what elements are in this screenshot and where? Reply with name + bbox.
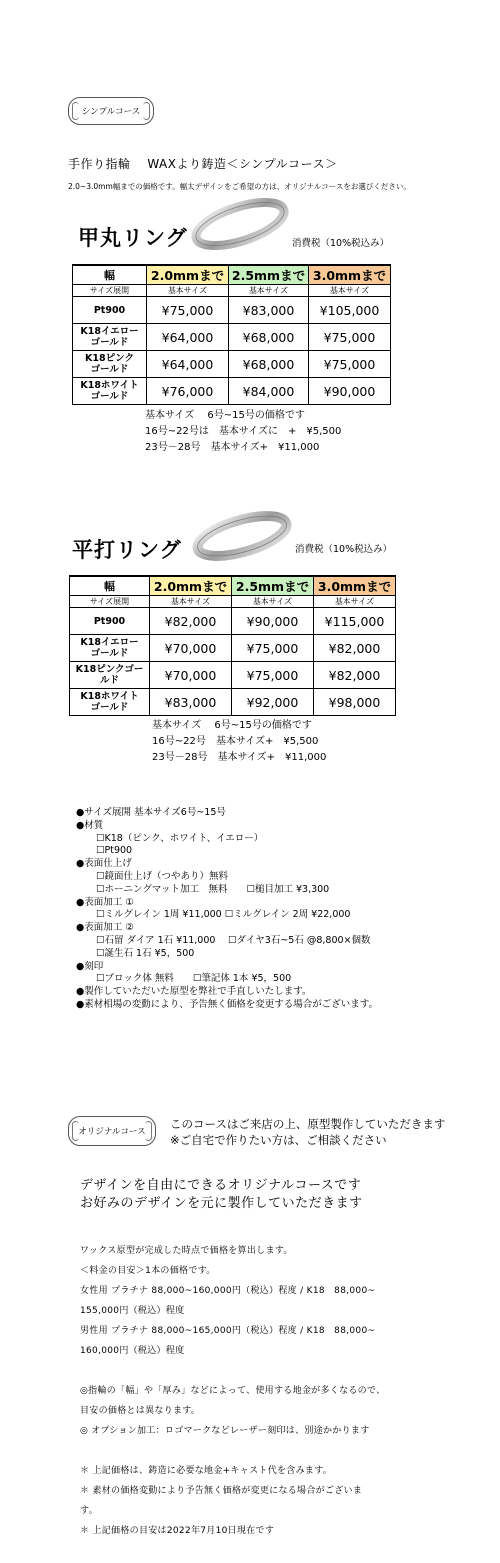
detail-line: 155,000円（税込）程度 xyxy=(80,1306,185,1316)
detail-line xyxy=(80,1441,385,1461)
ring2-tax-note: 消費税（10%税込み） xyxy=(295,544,393,555)
material-name: K18ホワイト ゴールド xyxy=(73,378,147,405)
original-course-badge-label: オリジナルコース xyxy=(78,1127,146,1137)
detail-line: ◎指輪の「幅」や「厚み」などによって、使用する地金が多くなるので、 xyxy=(80,1386,386,1396)
original-course-intro xyxy=(170,1116,445,1148)
price-cell: ¥64,000 xyxy=(147,351,229,378)
original-course-badge xyxy=(68,1116,156,1146)
option-line: ☐石留 ダイア 1石 ¥11,000 ☐ダイヤ3石~5石 @8,800×個数 xyxy=(96,934,371,946)
intro-line: このコースはご来店の上、原型製作していただきます xyxy=(170,1117,446,1131)
price-cell: ¥68,000 xyxy=(229,351,309,378)
material-name: Pt900 xyxy=(73,297,147,324)
detail-line: す。 xyxy=(80,1506,98,1516)
width-header: 幅 xyxy=(73,265,147,285)
ring2-title: 平打リング xyxy=(72,538,182,562)
option-line: ☐ブロック体 無料 ☐筆記体 1本 ¥5，500 xyxy=(96,973,292,985)
option-line: ☐ミルグレイン 1周 ¥11,000 ☐ミルグレイン 2周 ¥22,000 xyxy=(96,909,351,921)
detail-line: ワックス原型が完成した時点で価格を算出します。 xyxy=(80,1246,293,1256)
option-line: ●表面加工 ① xyxy=(76,896,134,908)
ring1-tax-note: 消費税（10%税込み） xyxy=(292,238,390,249)
material-name: K18ピンクゴー ルド xyxy=(70,662,150,689)
price-cell: ¥82,000 xyxy=(150,608,232,635)
width-col-3: 3.0mmまで xyxy=(309,265,391,285)
price-cell: ¥82,000 xyxy=(314,635,396,662)
option-line: ☐Pt900 xyxy=(96,845,133,857)
material-name: Pt900 xyxy=(70,608,150,635)
price-cell: ¥70,000 xyxy=(150,635,232,662)
price-cell: ¥83,000 xyxy=(150,689,232,716)
simple-course-heading: 手作り指輪 WAXより鋳造＜シンプルコース＞ xyxy=(68,157,338,171)
detail-line: ＊ 上記価格の目安は2022年7月10日現在です xyxy=(80,1526,275,1536)
size-note: 23号－28号 基本サイズ+ ¥11,000 xyxy=(145,442,320,453)
price-cell: ¥84,000 xyxy=(229,378,309,405)
size-note: 基本サイズ 6号~15号の価格です xyxy=(145,410,305,421)
price-cell: ¥83,000 xyxy=(229,297,309,324)
size-range-label: サイズ展開 xyxy=(70,596,150,608)
option-line: ☐ホーニングマット加工 無料 ☐槌目加工 ¥3,300 xyxy=(96,883,330,895)
option-line: ☐鏡面仕上げ（つやあり）無料 xyxy=(96,870,229,882)
detail-line: ◎ オプション加工：ロゴマークなどレーザー刻印は、別途かかります xyxy=(80,1426,370,1436)
detail-line: 男性用 プラチナ 88,000~165,000円（税込）程度 / K18 88,000~ xyxy=(80,1326,376,1336)
detail-line: ＊ 上記価格は、鋳造に必要な地金+キャスト代を含みます。 xyxy=(80,1466,333,1476)
options-list xyxy=(76,807,378,1012)
price-cell: ¥64,000 xyxy=(147,324,229,351)
option-line: ☐誕生石 1石 ¥5，500 xyxy=(96,947,195,959)
ring1-image xyxy=(190,198,290,250)
width-col-2: 2.5mmまで xyxy=(232,576,314,596)
size-note: 基本サイズ 6号~15号の価格です xyxy=(152,720,312,731)
width-col-2: 2.5mmまで xyxy=(229,265,309,285)
simple-course-subnote: 2.0~3.0mm幅までの価格です。幅太デザインをご希望の方は、オリジナルコースをお選びください。 xyxy=(68,182,411,191)
price-cell: ¥90,000 xyxy=(309,378,391,405)
price-cell: ¥70,000 xyxy=(150,662,232,689)
option-line: ●刻印 xyxy=(76,960,104,972)
price-cell: ¥82,000 xyxy=(314,662,396,689)
price-cell: ¥75,000 xyxy=(309,351,391,378)
price-cell: ¥76,000 xyxy=(147,378,229,405)
price-cell: ¥75,000 xyxy=(232,662,314,689)
price-cell: ¥68,000 xyxy=(229,324,309,351)
material-name: K18ホワイト ゴールド xyxy=(70,689,150,716)
detail-line xyxy=(80,1361,385,1381)
detail-line: 目安の価格とは異なります。 xyxy=(80,1406,201,1416)
price-cell: ¥115,000 xyxy=(314,608,396,635)
material-name: K18ピンク ゴールド xyxy=(73,351,147,378)
option-line: ●サイズ展開 基本サイズ6号~15号 xyxy=(76,807,226,818)
width-col-1: 2.0mmまで xyxy=(147,265,229,285)
base-size-label: 基本サイズ xyxy=(232,596,314,608)
ring1-price-table xyxy=(72,264,391,405)
option-line: ●材質 xyxy=(76,819,104,831)
width-col-3: 3.0mmまで xyxy=(314,576,396,596)
ring2-price-table xyxy=(69,575,396,716)
price-cell: ¥75,000 xyxy=(147,297,229,324)
size-note: 16号~22号 基本サイズ+ ¥5,500 xyxy=(152,736,319,747)
simple-course-badge-label: シンプルコース xyxy=(81,107,141,117)
ring1-title: 甲丸リング xyxy=(78,226,188,250)
ring2-size-notes xyxy=(152,718,326,766)
price-cell: ¥105,000 xyxy=(309,297,391,324)
material-name: K18イエロー ゴールド xyxy=(70,635,150,662)
option-line: ●製作していただいた原型を弊社で手直しいたします。 xyxy=(76,986,312,998)
base-size-label: 基本サイズ xyxy=(147,285,229,297)
width-col-1: 2.0mmまで xyxy=(150,576,232,596)
size-note: 23号－28号 基本サイズ+ ¥11,000 xyxy=(152,752,327,763)
price-cell: ¥75,000 xyxy=(232,635,314,662)
detail-line: 女性用 プラチナ 88,000~160,000円（税込）程度 / K18 88,000~ xyxy=(80,1286,376,1296)
price-cell: ¥90,000 xyxy=(232,608,314,635)
base-size-label: 基本サイズ xyxy=(314,596,396,608)
price-cell: ¥75,000 xyxy=(309,324,391,351)
detail-line: 160,000円（税込）程度 xyxy=(80,1346,185,1356)
option-line: ●表面仕上げ xyxy=(76,858,132,870)
original-course-details xyxy=(80,1241,385,1541)
price-cell: ¥92,000 xyxy=(232,689,314,716)
detail-line: ＜料金の目安＞1本の価格です。 xyxy=(80,1266,216,1276)
option-line: ●表面加工 ② xyxy=(76,922,134,934)
size-note: 16号~22号は 基本サイズに + ¥5,500 xyxy=(145,426,342,437)
original-course-lead xyxy=(80,1177,363,1213)
material-name: K18イエロー ゴールド xyxy=(73,324,147,351)
detail-line: ＊ 素材の価格変動により予告無く価格が変更になる場合がございま xyxy=(80,1486,363,1496)
base-size-label: 基本サイズ xyxy=(150,596,232,608)
intro-line: ※ご自宅で作りたい方は、ご相談ください xyxy=(170,1133,387,1147)
width-header: 幅 xyxy=(70,576,150,596)
lead-line: デザインを自由にできるオリジナルコースです xyxy=(80,1178,362,1193)
ring2-image xyxy=(192,510,292,562)
lead-line: お好みのデザインを元に製作していただきます xyxy=(80,1196,363,1211)
option-line: ●素材相場の変動により、予告無く価格を変更する場合がございます。 xyxy=(76,998,379,1010)
simple-course-badge xyxy=(68,97,154,125)
option-line: ☐K18（ピンク、ホワイト、イエロー） xyxy=(96,832,264,844)
base-size-label: 基本サイズ xyxy=(229,285,309,297)
price-cell: ¥98,000 xyxy=(314,689,396,716)
size-range-label: サイズ展開 xyxy=(73,285,147,297)
base-size-label: 基本サイズ xyxy=(309,285,391,297)
ring1-size-notes xyxy=(145,408,341,456)
